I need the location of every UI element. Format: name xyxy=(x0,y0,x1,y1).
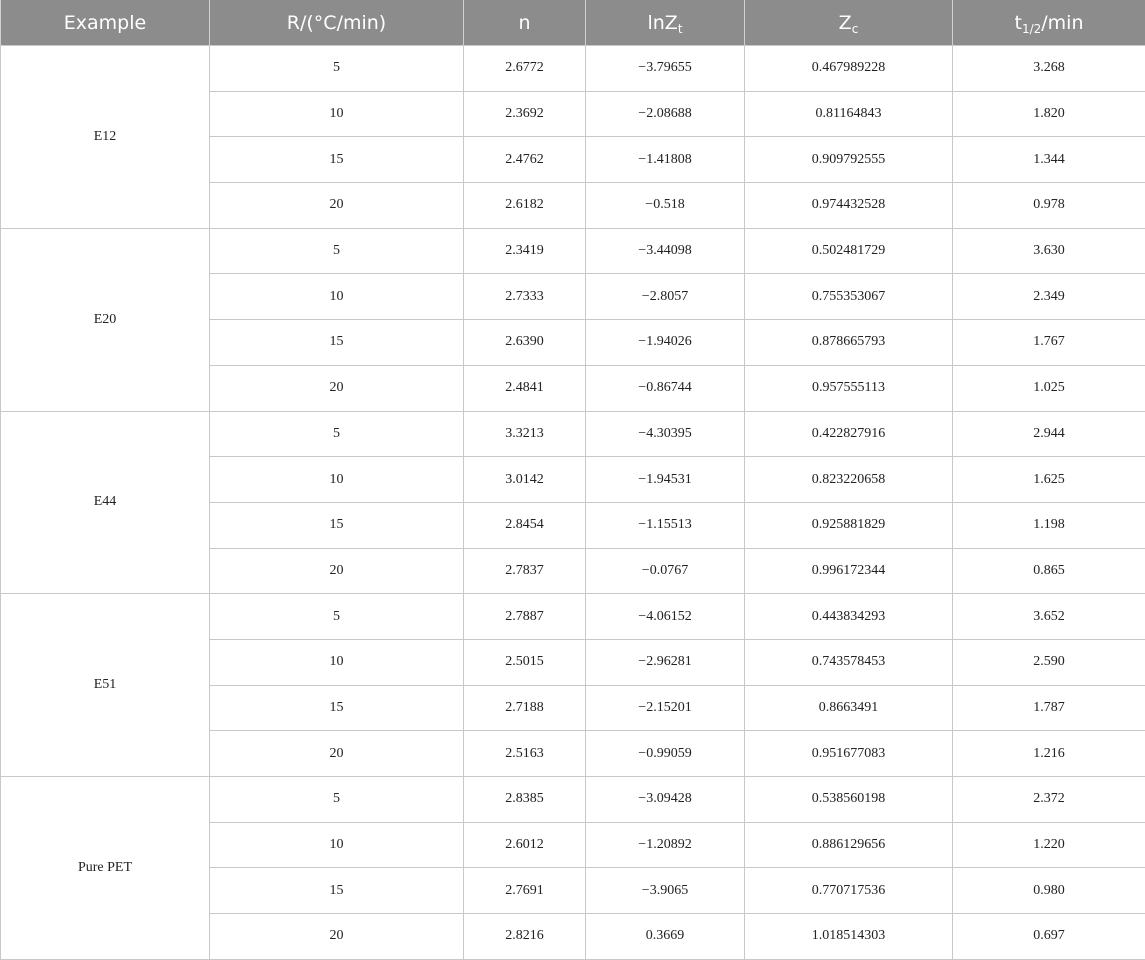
cell-lnzt: 0.3669 xyxy=(586,914,745,960)
cell-lnzt: −3.44098 xyxy=(586,228,745,274)
cell-n: 2.7691 xyxy=(464,868,586,914)
cell-zc: 0.974432528 xyxy=(745,183,953,229)
cell-zc: 0.443834293 xyxy=(745,594,953,640)
cell-zc: 0.957555113 xyxy=(745,365,953,411)
cell-lnzt: −2.15201 xyxy=(586,685,745,731)
cell-zc: 0.8663491 xyxy=(745,685,953,731)
cell-r: 5 xyxy=(210,777,464,823)
cell-r: 20 xyxy=(210,548,464,594)
cell-r: 10 xyxy=(210,274,464,320)
table-row xyxy=(1,777,1145,823)
header-lnzt xyxy=(586,0,745,46)
cell-thalf: 2.944 xyxy=(953,411,1145,457)
cell-lnzt: −0.518 xyxy=(586,183,745,229)
header-lnzt-sub: t xyxy=(677,21,683,36)
cell-r: 20 xyxy=(210,731,464,777)
cell-zc: 0.925881829 xyxy=(745,502,953,548)
cell-n: 2.7188 xyxy=(464,685,586,731)
table-row xyxy=(1,594,1145,640)
cell-example: E12 xyxy=(1,46,210,229)
cell-r: 20 xyxy=(210,365,464,411)
cell-thalf: 1.025 xyxy=(953,365,1145,411)
cell-lnzt: −2.8057 xyxy=(586,274,745,320)
cell-thalf: 1.625 xyxy=(953,457,1145,503)
cell-thalf: 2.349 xyxy=(953,274,1145,320)
cell-thalf: 2.590 xyxy=(953,639,1145,685)
header-n: n xyxy=(464,0,586,46)
cell-thalf: 3.652 xyxy=(953,594,1145,640)
cell-thalf: 0.980 xyxy=(953,868,1145,914)
header-zc-sub: c xyxy=(851,21,859,36)
cell-zc: 0.886129656 xyxy=(745,822,953,868)
cell-n: 2.3692 xyxy=(464,91,586,137)
cell-thalf: 0.978 xyxy=(953,183,1145,229)
cell-lnzt: −3.9065 xyxy=(586,868,745,914)
cell-thalf: 1.787 xyxy=(953,685,1145,731)
header-lnzt-base: lnZ xyxy=(647,11,678,34)
cell-r: 10 xyxy=(210,91,464,137)
cell-n: 2.4762 xyxy=(464,137,586,183)
cell-thalf: 3.630 xyxy=(953,228,1145,274)
cell-lnzt: −0.86744 xyxy=(586,365,745,411)
cell-n: 2.6012 xyxy=(464,822,586,868)
table-body xyxy=(1,46,1145,960)
cell-example: Pure PET xyxy=(1,777,210,960)
cell-r: 15 xyxy=(210,868,464,914)
cell-lnzt: −1.20892 xyxy=(586,822,745,868)
cell-r: 10 xyxy=(210,822,464,868)
cell-zc: 0.422827916 xyxy=(745,411,953,457)
cell-zc: 0.467989228 xyxy=(745,46,953,92)
cell-n: 2.7333 xyxy=(464,274,586,320)
header-thalf xyxy=(953,0,1145,46)
cell-r: 20 xyxy=(210,183,464,229)
cell-n: 2.7887 xyxy=(464,594,586,640)
cell-n: 2.5163 xyxy=(464,731,586,777)
cell-r: 15 xyxy=(210,137,464,183)
cell-thalf: 1.820 xyxy=(953,91,1145,137)
cell-zc: 0.755353067 xyxy=(745,274,953,320)
cell-zc: 0.502481729 xyxy=(745,228,953,274)
cell-n: 2.8385 xyxy=(464,777,586,823)
cell-n: 2.8216 xyxy=(464,914,586,960)
cell-thalf: 1.216 xyxy=(953,731,1145,777)
cell-lnzt: −2.96281 xyxy=(586,639,745,685)
cell-n: 2.7837 xyxy=(464,548,586,594)
cell-r: 20 xyxy=(210,914,464,960)
cell-n: 3.3213 xyxy=(464,411,586,457)
cell-n: 3.0142 xyxy=(464,457,586,503)
cell-thalf: 1.220 xyxy=(953,822,1145,868)
cell-zc: 1.018514303 xyxy=(745,914,953,960)
cell-n: 2.6772 xyxy=(464,46,586,92)
cell-thalf: 0.865 xyxy=(953,548,1145,594)
header-row xyxy=(1,0,1145,46)
cell-lnzt: −2.08688 xyxy=(586,91,745,137)
cell-r: 10 xyxy=(210,457,464,503)
cell-r: 5 xyxy=(210,594,464,640)
cell-thalf: 0.697 xyxy=(953,914,1145,960)
cell-r: 5 xyxy=(210,46,464,92)
cell-lnzt: −0.99059 xyxy=(586,731,745,777)
cell-zc: 0.996172344 xyxy=(745,548,953,594)
table-row xyxy=(1,411,1145,457)
cell-zc: 0.770717536 xyxy=(745,868,953,914)
cell-lnzt: −1.94026 xyxy=(586,320,745,366)
header-zc xyxy=(745,0,953,46)
cell-n: 2.8454 xyxy=(464,502,586,548)
cell-r: 15 xyxy=(210,685,464,731)
cell-lnzt: −3.09428 xyxy=(586,777,745,823)
cell-zc: 0.951677083 xyxy=(745,731,953,777)
cell-zc: 0.81164843 xyxy=(745,91,953,137)
cell-lnzt: −3.79655 xyxy=(586,46,745,92)
cell-example: E51 xyxy=(1,594,210,777)
cell-example: E44 xyxy=(1,411,210,594)
cell-thalf: 2.372 xyxy=(953,777,1145,823)
cell-n: 2.3419 xyxy=(464,228,586,274)
cell-thalf: 1.767 xyxy=(953,320,1145,366)
cell-lnzt: −0.0767 xyxy=(586,548,745,594)
header-example: Example xyxy=(1,0,210,46)
header-zc-base: Z xyxy=(838,11,852,34)
cell-lnzt: −1.41808 xyxy=(586,137,745,183)
header-rate: R/(°C/min) xyxy=(210,0,464,46)
cell-n: 2.6182 xyxy=(464,183,586,229)
cell-example: E20 xyxy=(1,228,210,411)
cell-thalf: 3.268 xyxy=(953,46,1145,92)
cell-zc: 0.743578453 xyxy=(745,639,953,685)
cell-zc: 0.538560198 xyxy=(745,777,953,823)
cell-thalf: 1.344 xyxy=(953,137,1145,183)
cell-lnzt: −1.94531 xyxy=(586,457,745,503)
cell-zc: 0.878665793 xyxy=(745,320,953,366)
cell-r: 15 xyxy=(210,320,464,366)
cell-n: 2.4841 xyxy=(464,365,586,411)
table-row xyxy=(1,228,1145,274)
header-thalf-base: t xyxy=(1014,11,1022,34)
cell-r: 10 xyxy=(210,639,464,685)
table-row xyxy=(1,46,1145,92)
cell-thalf: 1.198 xyxy=(953,502,1145,548)
cell-zc: 0.909792555 xyxy=(745,137,953,183)
cell-lnzt: −1.15513 xyxy=(586,502,745,548)
cell-n: 2.5015 xyxy=(464,639,586,685)
cell-r: 15 xyxy=(210,502,464,548)
cell-r: 5 xyxy=(210,228,464,274)
cell-zc: 0.823220658 xyxy=(745,457,953,503)
header-thalf-sub: 1/2 xyxy=(1021,21,1042,36)
cell-n: 2.6390 xyxy=(464,320,586,366)
header-thalf-tail: /min xyxy=(1041,11,1084,34)
cell-lnzt: −4.30395 xyxy=(586,411,745,457)
cell-lnzt: −4.06152 xyxy=(586,594,745,640)
cell-r: 5 xyxy=(210,411,464,457)
